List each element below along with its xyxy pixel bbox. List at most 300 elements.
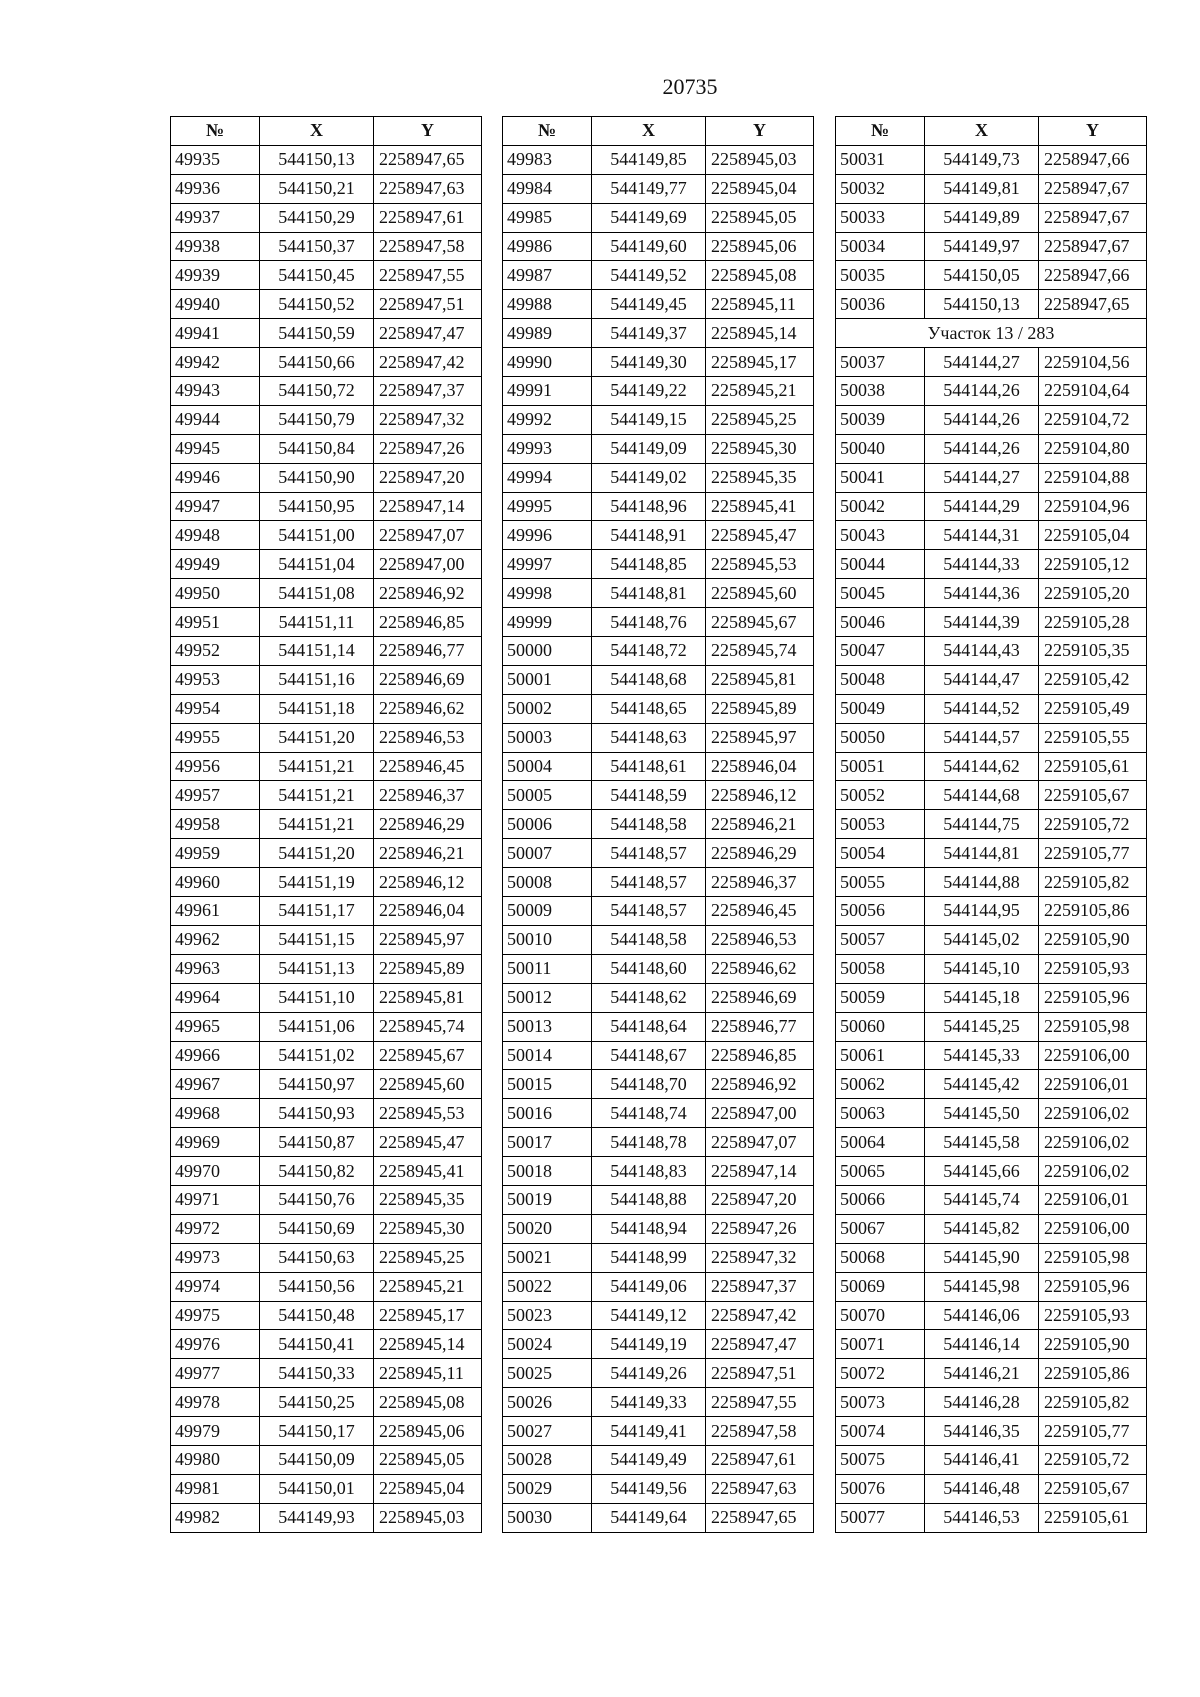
table-row	[503, 1243, 814, 1272]
x-coordinate-cell: 544149,89	[925, 203, 1039, 232]
table-row	[503, 637, 814, 666]
table-row	[836, 1272, 1147, 1301]
point-number-cell: 50060	[836, 1012, 925, 1041]
x-coordinate-cell: 544149,09	[592, 434, 706, 463]
point-number-cell: 50021	[503, 1243, 592, 1272]
x-coordinate-cell: 544150,59	[260, 319, 374, 348]
x-coordinate-cell: 544149,52	[592, 261, 706, 290]
point-number-cell: 49990	[503, 348, 592, 377]
point-number-cell: 50005	[503, 781, 592, 810]
table-row	[171, 1272, 482, 1301]
point-number-cell: 50076	[836, 1474, 925, 1503]
y-coordinate-cell: 2259105,12	[1039, 550, 1147, 579]
x-coordinate-cell: 544151,20	[260, 723, 374, 752]
table-row	[503, 1359, 814, 1388]
point-number-cell: 50069	[836, 1272, 925, 1301]
x-coordinate-cell: 544145,66	[925, 1157, 1039, 1186]
point-number-cell: 50067	[836, 1214, 925, 1243]
table-row	[503, 1272, 814, 1301]
table-header-row	[836, 117, 1147, 146]
point-number-cell: 49973	[171, 1243, 260, 1272]
point-number-cell: 49958	[171, 810, 260, 839]
x-coordinate-cell: 544144,43	[925, 637, 1039, 666]
x-coordinate-cell: 544150,95	[260, 492, 374, 521]
point-number-cell: 49939	[171, 261, 260, 290]
table-row	[171, 1243, 482, 1272]
x-coordinate-cell: 544150,72	[260, 377, 374, 406]
header-x: X	[592, 117, 706, 146]
table-row	[171, 232, 482, 261]
y-coordinate-cell: 2258947,42	[706, 1301, 814, 1330]
point-number-cell: 49987	[503, 261, 592, 290]
point-number-cell: 50049	[836, 694, 925, 723]
x-coordinate-cell: 544145,10	[925, 954, 1039, 983]
table-row	[171, 145, 482, 174]
x-coordinate-cell: 544146,28	[925, 1388, 1039, 1417]
table-row	[171, 405, 482, 434]
table-row	[836, 1388, 1147, 1417]
point-number-cell: 49966	[171, 1041, 260, 1070]
point-number-cell: 49940	[171, 290, 260, 319]
point-number-cell: 50062	[836, 1070, 925, 1099]
x-coordinate-cell: 544145,33	[925, 1041, 1039, 1070]
point-number-cell: 50052	[836, 781, 925, 810]
y-coordinate-cell: 2259105,61	[1039, 1503, 1147, 1532]
y-coordinate-cell: 2258946,29	[374, 810, 482, 839]
x-coordinate-cell: 544150,63	[260, 1243, 374, 1272]
y-coordinate-cell: 2258946,92	[374, 579, 482, 608]
point-number-cell: 50002	[503, 694, 592, 723]
header-y: Y	[1039, 117, 1147, 146]
y-coordinate-cell: 2258945,04	[374, 1474, 482, 1503]
y-coordinate-cell: 2259106,01	[1039, 1185, 1147, 1214]
table-row	[171, 1388, 482, 1417]
x-coordinate-cell: 544148,59	[592, 781, 706, 810]
y-coordinate-cell: 2258947,65	[706, 1503, 814, 1532]
y-coordinate-cell: 2258945,11	[706, 290, 814, 319]
point-number-cell: 50070	[836, 1301, 925, 1330]
y-coordinate-cell: 2258946,77	[706, 1012, 814, 1041]
table-row	[171, 1359, 482, 1388]
point-number-cell: 50053	[836, 810, 925, 839]
y-coordinate-cell: 2258946,69	[374, 665, 482, 694]
point-number-cell: 49948	[171, 521, 260, 550]
x-coordinate-cell: 544151,00	[260, 521, 374, 550]
table-row	[171, 1041, 482, 1070]
y-coordinate-cell: 2259105,72	[1039, 1445, 1147, 1474]
point-number-cell: 50044	[836, 550, 925, 579]
point-number-cell: 50031	[836, 145, 925, 174]
x-coordinate-cell: 544146,14	[925, 1330, 1039, 1359]
table-row	[503, 868, 814, 897]
x-coordinate-cell: 544150,09	[260, 1445, 374, 1474]
y-coordinate-cell: 2258945,25	[374, 1243, 482, 1272]
x-coordinate-cell: 544149,19	[592, 1330, 706, 1359]
point-number-cell: 49995	[503, 492, 592, 521]
point-number-cell: 49952	[171, 637, 260, 666]
table-row	[836, 232, 1147, 261]
point-number-cell: 49971	[171, 1185, 260, 1214]
table-row	[836, 694, 1147, 723]
x-coordinate-cell: 544145,82	[925, 1214, 1039, 1243]
x-coordinate-cell: 544149,69	[592, 203, 706, 232]
x-coordinate-cell: 544151,21	[260, 752, 374, 781]
x-coordinate-cell: 544150,21	[260, 174, 374, 203]
y-coordinate-cell: 2258946,21	[374, 839, 482, 868]
table-row	[836, 1012, 1147, 1041]
table-row	[836, 637, 1147, 666]
y-coordinate-cell: 2258947,61	[374, 203, 482, 232]
table-row	[171, 1503, 482, 1532]
table-row	[171, 550, 482, 579]
table-row	[836, 608, 1147, 637]
y-coordinate-cell: 2258947,61	[706, 1445, 814, 1474]
x-coordinate-cell: 544145,02	[925, 925, 1039, 954]
table-row	[836, 954, 1147, 983]
table-row	[171, 983, 482, 1012]
table-row	[503, 781, 814, 810]
point-number-cell: 50066	[836, 1185, 925, 1214]
x-coordinate-cell: 544149,06	[592, 1272, 706, 1301]
point-number-cell: 50061	[836, 1041, 925, 1070]
table-row	[836, 1128, 1147, 1157]
table-row	[171, 781, 482, 810]
table-row	[171, 492, 482, 521]
point-number-cell: 50071	[836, 1330, 925, 1359]
x-coordinate-cell: 544148,67	[592, 1041, 706, 1070]
y-coordinate-cell: 2258947,32	[706, 1243, 814, 1272]
table-row	[836, 810, 1147, 839]
table-row	[503, 145, 814, 174]
table-row	[836, 1157, 1147, 1186]
y-coordinate-cell: 2258945,60	[374, 1070, 482, 1099]
y-coordinate-cell: 2258947,07	[706, 1128, 814, 1157]
point-number-cell: 49985	[503, 203, 592, 232]
table-row	[836, 1214, 1147, 1243]
x-coordinate-cell: 544149,85	[592, 145, 706, 174]
x-coordinate-cell: 544148,65	[592, 694, 706, 723]
x-coordinate-cell: 544144,26	[925, 377, 1039, 406]
y-coordinate-cell: 2258945,89	[706, 694, 814, 723]
y-coordinate-cell: 2258947,00	[374, 550, 482, 579]
y-coordinate-cell: 2258946,12	[706, 781, 814, 810]
table-row	[503, 377, 814, 406]
table-row	[836, 434, 1147, 463]
table-row	[171, 723, 482, 752]
y-coordinate-cell: 2258947,66	[1039, 145, 1147, 174]
point-number-cell: 49946	[171, 463, 260, 492]
y-coordinate-cell: 2259105,61	[1039, 752, 1147, 781]
x-coordinate-cell: 544150,69	[260, 1214, 374, 1243]
table-row	[503, 1128, 814, 1157]
y-coordinate-cell: 2258946,45	[706, 897, 814, 926]
x-coordinate-cell: 544150,90	[260, 463, 374, 492]
y-coordinate-cell: 2258945,35	[374, 1185, 482, 1214]
y-coordinate-cell: 2258946,12	[374, 868, 482, 897]
table-row	[503, 925, 814, 954]
point-number-cell: 49999	[503, 608, 592, 637]
x-coordinate-cell: 544150,25	[260, 1388, 374, 1417]
y-coordinate-cell: 2259105,77	[1039, 839, 1147, 868]
table-row	[836, 377, 1147, 406]
page-number: 20735	[662, 74, 718, 99]
point-number-cell: 50011	[503, 954, 592, 983]
x-coordinate-cell: 544148,83	[592, 1157, 706, 1186]
y-coordinate-cell: 2258947,55	[706, 1388, 814, 1417]
y-coordinate-cell: 2258945,06	[374, 1417, 482, 1446]
table-row	[503, 521, 814, 550]
y-coordinate-cell: 2258947,63	[706, 1474, 814, 1503]
table-row	[503, 261, 814, 290]
x-coordinate-cell: 544148,72	[592, 637, 706, 666]
point-number-cell: 50054	[836, 839, 925, 868]
point-number-cell: 49972	[171, 1214, 260, 1243]
point-number-cell: 50018	[503, 1157, 592, 1186]
table-row	[836, 868, 1147, 897]
y-coordinate-cell: 2259105,93	[1039, 954, 1147, 983]
point-number-cell: 49978	[171, 1388, 260, 1417]
point-number-cell: 49977	[171, 1359, 260, 1388]
y-coordinate-cell: 2258946,37	[374, 781, 482, 810]
x-coordinate-cell: 544144,75	[925, 810, 1039, 839]
point-number-cell: 49956	[171, 752, 260, 781]
x-coordinate-cell: 544149,45	[592, 290, 706, 319]
x-coordinate-cell: 544149,60	[592, 232, 706, 261]
x-coordinate-cell: 544150,93	[260, 1099, 374, 1128]
y-coordinate-cell: 2258947,66	[1039, 261, 1147, 290]
point-number-cell: 50068	[836, 1243, 925, 1272]
y-coordinate-cell: 2259105,42	[1039, 665, 1147, 694]
point-number-cell: 49983	[503, 145, 592, 174]
point-number-cell: 49944	[171, 405, 260, 434]
x-coordinate-cell: 544151,06	[260, 1012, 374, 1041]
point-number-cell: 50027	[503, 1417, 592, 1446]
coordinates-table-3	[835, 116, 1147, 1533]
point-number-cell: 50026	[503, 1388, 592, 1417]
x-coordinate-cell: 544144,68	[925, 781, 1039, 810]
y-coordinate-cell: 2258945,25	[706, 405, 814, 434]
point-number-cell: 50041	[836, 463, 925, 492]
x-coordinate-cell: 544148,94	[592, 1214, 706, 1243]
point-number-cell: 49959	[171, 839, 260, 868]
y-coordinate-cell: 2258945,06	[706, 232, 814, 261]
y-coordinate-cell: 2258945,30	[374, 1214, 482, 1243]
x-coordinate-cell: 544144,62	[925, 752, 1039, 781]
y-coordinate-cell: 2258946,04	[374, 897, 482, 926]
point-number-cell: 49984	[503, 174, 592, 203]
point-number-cell: 49982	[171, 1503, 260, 1532]
point-number-cell: 50042	[836, 492, 925, 521]
x-coordinate-cell: 544150,41	[260, 1330, 374, 1359]
point-number-cell: 50034	[836, 232, 925, 261]
y-coordinate-cell: 2258947,58	[706, 1417, 814, 1446]
table-row	[836, 463, 1147, 492]
table-row	[171, 1099, 482, 1128]
table-row	[503, 1417, 814, 1446]
y-coordinate-cell: 2258947,67	[1039, 232, 1147, 261]
y-coordinate-cell: 2258945,14	[374, 1330, 482, 1359]
table-row	[836, 1099, 1147, 1128]
y-coordinate-cell: 2258945,03	[706, 145, 814, 174]
x-coordinate-cell: 544150,76	[260, 1185, 374, 1214]
y-coordinate-cell: 2258945,08	[374, 1388, 482, 1417]
point-number-cell: 50019	[503, 1185, 592, 1214]
point-number-cell: 50064	[836, 1128, 925, 1157]
point-number-cell: 50010	[503, 925, 592, 954]
y-coordinate-cell: 2258945,74	[706, 637, 814, 666]
table-row	[171, 1185, 482, 1214]
point-number-cell: 49951	[171, 608, 260, 637]
x-coordinate-cell: 544148,57	[592, 868, 706, 897]
point-number-cell: 49968	[171, 1099, 260, 1128]
point-number-cell: 50000	[503, 637, 592, 666]
table-row	[171, 203, 482, 232]
table-row	[171, 1012, 482, 1041]
y-coordinate-cell: 2258946,53	[374, 723, 482, 752]
x-coordinate-cell: 544144,39	[925, 608, 1039, 637]
x-coordinate-cell: 544149,97	[925, 232, 1039, 261]
table-row	[836, 925, 1147, 954]
table-row	[503, 1099, 814, 1128]
point-number-cell: 49935	[171, 145, 260, 174]
y-coordinate-cell: 2259105,04	[1039, 521, 1147, 550]
x-coordinate-cell: 544144,52	[925, 694, 1039, 723]
table-row	[171, 290, 482, 319]
x-coordinate-cell: 544150,37	[260, 232, 374, 261]
table-row	[171, 377, 482, 406]
table-row	[503, 174, 814, 203]
point-number-cell: 50047	[836, 637, 925, 666]
y-coordinate-cell: 2259105,20	[1039, 579, 1147, 608]
y-coordinate-cell: 2258945,17	[374, 1301, 482, 1330]
x-coordinate-cell: 544146,21	[925, 1359, 1039, 1388]
y-coordinate-cell: 2258946,45	[374, 752, 482, 781]
x-coordinate-cell: 544150,48	[260, 1301, 374, 1330]
point-number-cell: 50043	[836, 521, 925, 550]
point-number-cell: 50073	[836, 1388, 925, 1417]
point-number-cell: 49965	[171, 1012, 260, 1041]
table-row	[171, 608, 482, 637]
table-row	[836, 839, 1147, 868]
point-number-cell: 49979	[171, 1417, 260, 1446]
point-number-cell: 49975	[171, 1301, 260, 1330]
point-number-cell: 50014	[503, 1041, 592, 1070]
table-row	[503, 665, 814, 694]
table-row	[171, 954, 482, 983]
y-coordinate-cell: 2258945,17	[706, 348, 814, 377]
x-coordinate-cell: 544148,61	[592, 752, 706, 781]
y-coordinate-cell: 2259105,35	[1039, 637, 1147, 666]
header-x: X	[925, 117, 1039, 146]
table-row	[503, 1012, 814, 1041]
y-coordinate-cell: 2258947,42	[374, 348, 482, 377]
y-coordinate-cell: 2258945,67	[374, 1041, 482, 1070]
y-coordinate-cell: 2258945,47	[706, 521, 814, 550]
x-coordinate-cell: 544151,10	[260, 983, 374, 1012]
y-coordinate-cell: 2259105,98	[1039, 1243, 1147, 1272]
x-coordinate-cell: 544151,20	[260, 839, 374, 868]
x-coordinate-cell: 544149,41	[592, 1417, 706, 1446]
y-coordinate-cell: 2258947,26	[706, 1214, 814, 1243]
x-coordinate-cell: 544145,25	[925, 1012, 1039, 1041]
point-number-cell: 49994	[503, 463, 592, 492]
table-row	[503, 203, 814, 232]
y-coordinate-cell: 2258947,51	[706, 1359, 814, 1388]
x-coordinate-cell: 544149,02	[592, 463, 706, 492]
y-coordinate-cell: 2258947,20	[706, 1185, 814, 1214]
table-row	[836, 348, 1147, 377]
table-row	[171, 1214, 482, 1243]
x-coordinate-cell: 544149,12	[592, 1301, 706, 1330]
table-row	[836, 145, 1147, 174]
table-row	[503, 434, 814, 463]
x-coordinate-cell: 544148,68	[592, 665, 706, 694]
x-coordinate-cell: 544144,81	[925, 839, 1039, 868]
x-coordinate-cell: 544144,47	[925, 665, 1039, 694]
point-number-cell: 49981	[171, 1474, 260, 1503]
point-number-cell: 50037	[836, 348, 925, 377]
x-coordinate-cell: 544150,82	[260, 1157, 374, 1186]
table-row	[171, 319, 482, 348]
point-number-cell: 50072	[836, 1359, 925, 1388]
table-row	[503, 492, 814, 521]
x-coordinate-cell: 544145,90	[925, 1243, 1039, 1272]
table-row	[171, 579, 482, 608]
table-row	[171, 665, 482, 694]
y-coordinate-cell: 2259105,72	[1039, 810, 1147, 839]
header-number: №	[171, 117, 260, 146]
table-row	[836, 1359, 1147, 1388]
point-number-cell: 49991	[503, 377, 592, 406]
x-coordinate-cell: 544149,93	[260, 1503, 374, 1532]
table-row	[171, 694, 482, 723]
table-row	[171, 897, 482, 926]
y-coordinate-cell: 2258947,32	[374, 405, 482, 434]
point-number-cell: 50038	[836, 377, 925, 406]
x-coordinate-cell: 544148,74	[592, 1099, 706, 1128]
x-coordinate-cell: 544148,70	[592, 1070, 706, 1099]
table-row	[503, 954, 814, 983]
table-row	[836, 1041, 1147, 1070]
x-coordinate-cell: 544144,26	[925, 434, 1039, 463]
table-row	[836, 550, 1147, 579]
y-coordinate-cell: 2259105,28	[1039, 608, 1147, 637]
table-row	[503, 694, 814, 723]
y-coordinate-cell: 2258947,67	[1039, 203, 1147, 232]
y-coordinate-cell: 2258947,47	[374, 319, 482, 348]
table-row	[171, 637, 482, 666]
table-row	[836, 405, 1147, 434]
x-coordinate-cell: 544151,11	[260, 608, 374, 637]
y-coordinate-cell: 2258946,69	[706, 983, 814, 1012]
y-coordinate-cell: 2258945,89	[374, 954, 482, 983]
table-row	[171, 463, 482, 492]
y-coordinate-cell: 2258945,53	[706, 550, 814, 579]
y-coordinate-cell: 2259105,98	[1039, 1012, 1147, 1041]
table-row	[503, 839, 814, 868]
y-coordinate-cell: 2259105,86	[1039, 897, 1147, 926]
point-number-cell: 49988	[503, 290, 592, 319]
table-row	[503, 1214, 814, 1243]
y-coordinate-cell: 2258945,21	[374, 1272, 482, 1301]
table-row	[836, 261, 1147, 290]
point-number-cell: 49993	[503, 434, 592, 463]
x-coordinate-cell: 544150,17	[260, 1417, 374, 1446]
x-coordinate-cell: 544145,74	[925, 1185, 1039, 1214]
y-coordinate-cell: 2258946,62	[706, 954, 814, 983]
x-coordinate-cell: 544149,73	[925, 145, 1039, 174]
table-row	[171, 868, 482, 897]
